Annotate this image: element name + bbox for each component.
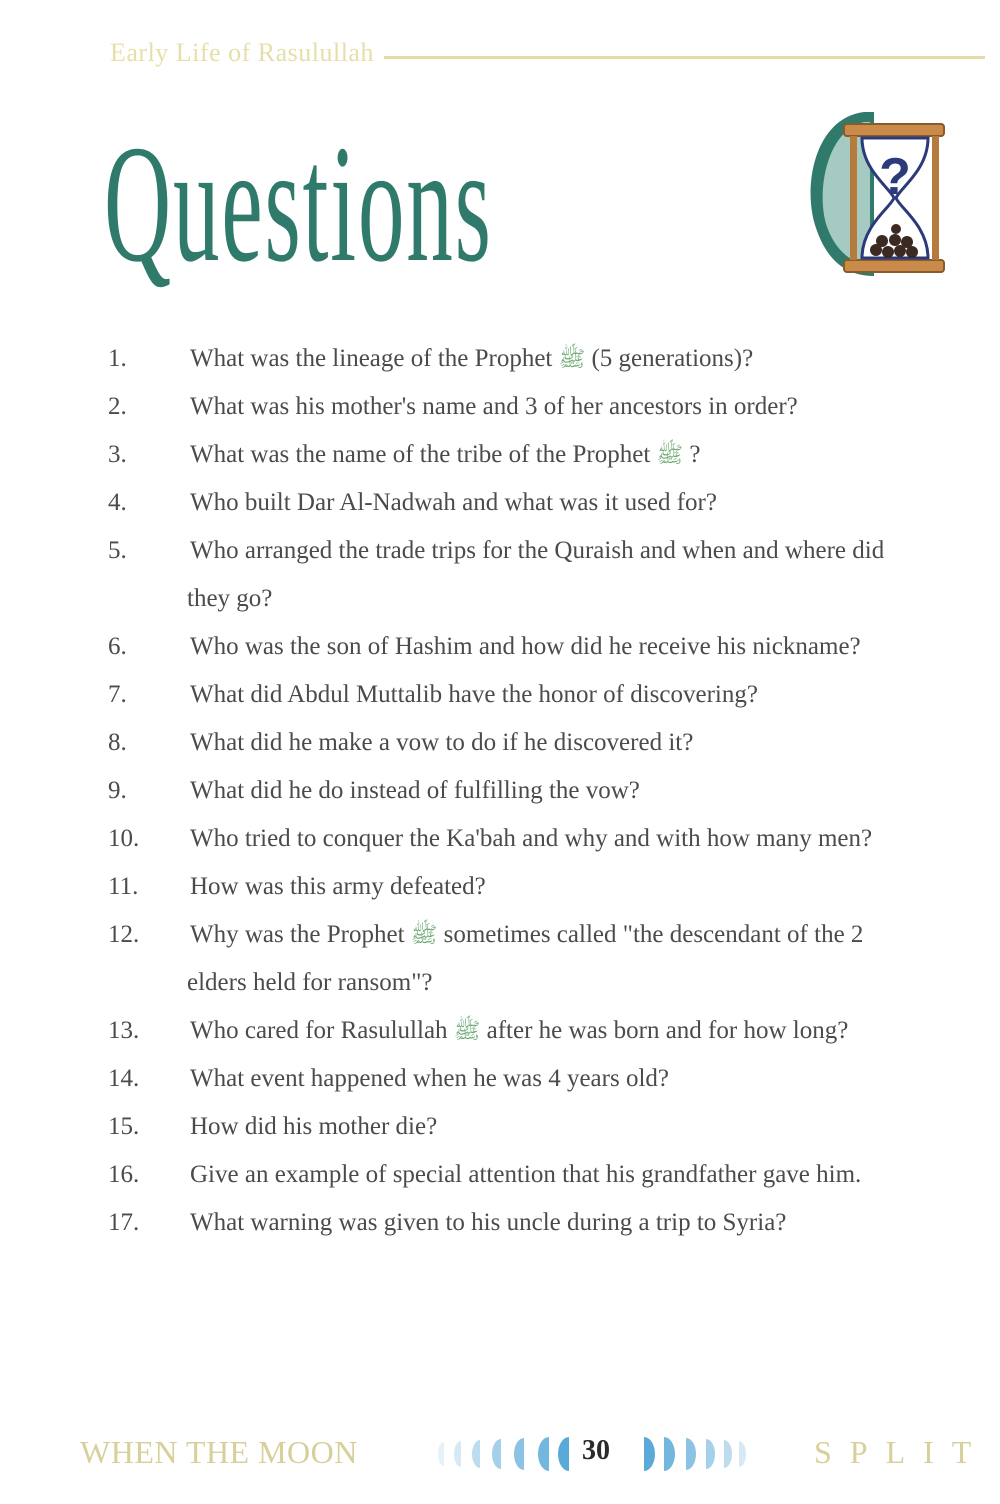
question-item [108,383,968,431]
question-number: 10. [108,825,140,852]
question-item [108,911,968,1007]
question-text [190,863,968,911]
question-item [108,1055,968,1103]
question-item [108,815,968,863]
question-number: 1. [108,345,127,372]
page-title: Questions [104,111,493,297]
question-line: they go? [187,585,273,612]
question-number: 17. [108,1209,140,1236]
question-text [190,1103,968,1151]
honorific-icon: ﷺ [558,346,586,371]
question-line: What event happened when he was 4 years old? [190,1065,669,1092]
question-text [190,431,968,479]
question-item [108,479,968,527]
question-line: What was the name of the tribe of the Prophet ﷺ ? [190,441,701,468]
header-rule [384,56,985,59]
question-text [190,1199,968,1247]
question-number: 5. [108,537,127,564]
footer-book-title: WHEN THE MOON [80,1434,358,1470]
question-line: Who cared for Rasulullah ﷺ after he was born and for how long? [190,1017,849,1044]
question-item [108,863,968,911]
question-item [108,1199,968,1247]
question-line: Give an example of special attention that his grandfather gave him. [190,1161,862,1188]
svg-text:?: ? [879,148,911,206]
honorific-icon: ﷺ [453,1018,481,1043]
question-number: 4. [108,489,127,516]
page-number: 30 [582,1435,610,1466]
question-item [108,1103,968,1151]
question-number: 3. [108,441,127,468]
question-item [108,623,968,671]
question-line: Who was the son of Hashim and how did he receive his nickname? [190,633,861,660]
page-number-ornament [430,1432,750,1476]
question-number: 2. [108,393,127,420]
question-number: 15. [108,1113,140,1140]
question-item [108,431,968,479]
question-text [190,623,968,671]
question-line: What did he do instead of fulfilling the vow? [190,777,640,804]
question-item [108,719,968,767]
question-text [190,671,968,719]
question-number: 13. [108,1017,140,1044]
question-line: How was this army defeated? [190,873,486,900]
question-item [108,1007,968,1055]
questions-list [108,335,968,1247]
hourglass-question-icon [804,108,954,283]
footer-book-title-end: SPLIT [814,1434,990,1470]
question-item [108,335,968,383]
question-number: 12. [108,921,140,948]
question-item [108,767,968,815]
question-number: 8. [108,729,127,756]
question-line: What warning was given to his uncle during a trip to Syria? [190,1209,787,1236]
question-text [190,335,968,383]
question-number: 14. [108,1065,140,1092]
question-number: 7. [108,681,127,708]
question-text [190,719,968,767]
question-line: Who arranged the trade trips for the Quraish and when and where did [190,537,885,564]
honorific-icon: ﷺ [410,922,438,947]
question-item [108,671,968,719]
running-header [110,38,985,68]
question-text [190,1055,968,1103]
question-text [190,1007,968,1055]
question-text [187,911,968,1007]
question-line: Who built Dar Al-Nadwah and what was it used for? [190,489,717,516]
question-text [187,527,968,623]
question-item [108,1151,968,1199]
question-line: How did his mother die? [190,1113,438,1140]
question-number: 6. [108,633,127,660]
question-text [190,479,968,527]
question-text [190,383,968,431]
question-line: What did he make a vow to do if he discovered it? [190,729,694,756]
question-line: What did Abdul Muttalib have the honor of discovering? [190,681,758,708]
question-line: What was his mother's name and 3 of her ancestors in order? [190,393,798,420]
question-line: What was the lineage of the Prophet ﷺ (5 generations)? [190,345,754,372]
question-number: 16. [108,1161,140,1188]
question-number: 9. [108,777,127,804]
running-header-title: Early Life of Rasulullah [110,38,374,67]
question-line: elders held for ransom"? [187,969,433,996]
question-text [190,767,968,815]
question-line: Who tried to conquer the Ka'bah and why and with how many men? [190,825,873,852]
question-text [190,1151,968,1199]
honorific-icon: ﷺ [656,442,684,467]
question-number: 11. [108,873,139,900]
question-item [108,527,968,623]
question-text [190,815,968,863]
footer [0,1430,1000,1480]
question-line: Why was the Prophet ﷺ sometimes called "the descendant of the 2 [190,921,864,948]
